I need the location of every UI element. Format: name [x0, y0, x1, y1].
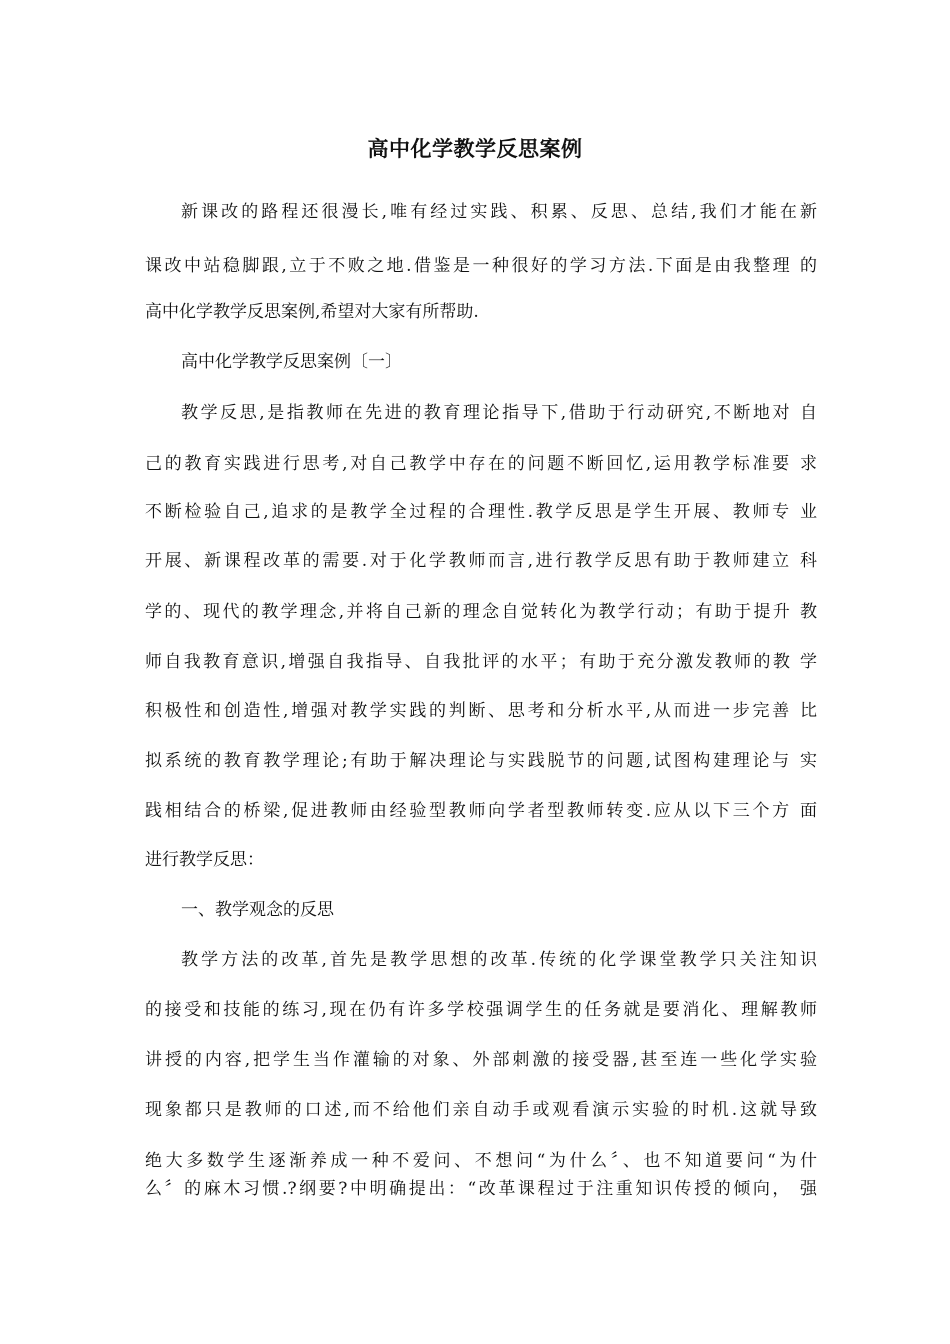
section-heading: 高中化学教学反思案例〔一〕: [181, 352, 402, 372]
paragraph-line: 拟系统的教育教学理论;有助于解决理论与实践脱节的问题,试图构建理论与 实: [145, 751, 817, 771]
paragraph-line: 的接受和技能的练习,现在仍有许多学校强调学生的任务就是要消化、理解教师: [145, 1000, 817, 1020]
paragraph-line: 己的教育实践进行思考,对自己教学中存在的问题不断回忆,运用教学标准要 求: [145, 454, 817, 474]
paragraph-line: 师自我教育意识,增强自我指导、自我批评的水平；有助于充分激发教师的教 学: [145, 652, 817, 672]
paragraph-line: 课改中站稳脚跟,立于不败之地.借鉴是一种很好的学习方法.下面是由我整理 的: [145, 256, 817, 276]
paragraph-line: 高中化学教学反思案例,希望对大家有所帮助.: [145, 302, 479, 322]
paragraph-line: 教学方法的改革,首先是教学思想的改革.传统的化学课堂教学只关注知识: [181, 950, 817, 970]
paragraph-line: 践相结合的桥梁,促进教师由经验型教师向学者型教师转变.应从以下三个方 面: [145, 801, 817, 821]
paragraph-line: 现象都只是教师的口述,而不给他们亲自动手或观看演示实验的时机.这就导致: [145, 1100, 817, 1120]
paragraph-line: 积极性和创造性,增强对教学实践的判断、思考和分析水平,从而进一步完善 比: [145, 701, 817, 721]
section-heading: 一、教学观念的反思: [181, 900, 334, 920]
paragraph-line: 开展、新课程改革的需要.对于化学教师而言,进行教学反思有助于教师建立 科: [145, 551, 817, 571]
paragraph-line: 不断检验自己,追求的是教学全过程的合理性.教学反思是学生开展、教师专 业: [145, 502, 817, 522]
paragraph-line: 学的、现代的教学理念,并将自己新的理念自觉转化为教学行动；有助于提升 教: [145, 602, 817, 622]
paragraph-line: 绝大多数学生逐渐养成一种不爱问、不想问“为什么〞、也不知道要问“为什: [145, 1151, 817, 1171]
document-title: 高中化学教学反思案例: [367, 136, 583, 161]
paragraph-line: 教学反思,是指教师在先进的教育理论指导下,借助于行动研究,不断地对 自: [181, 403, 817, 423]
paragraph-line: 新课改的路程还很漫长,唯有经过实践、积累、反思、总结,我们才能在新: [181, 202, 817, 222]
paragraph-line: 么〞的麻木习惯.?纲要?中明确提出：“改革课程过于注重知识传授的倾向， 强: [145, 1179, 817, 1199]
paragraph-line: 讲授的内容,把学生当作灌输的对象、外部刺激的接受器,甚至连一些化学实验: [145, 1050, 817, 1070]
paragraph-line: 进行教学反思：: [145, 850, 264, 870]
